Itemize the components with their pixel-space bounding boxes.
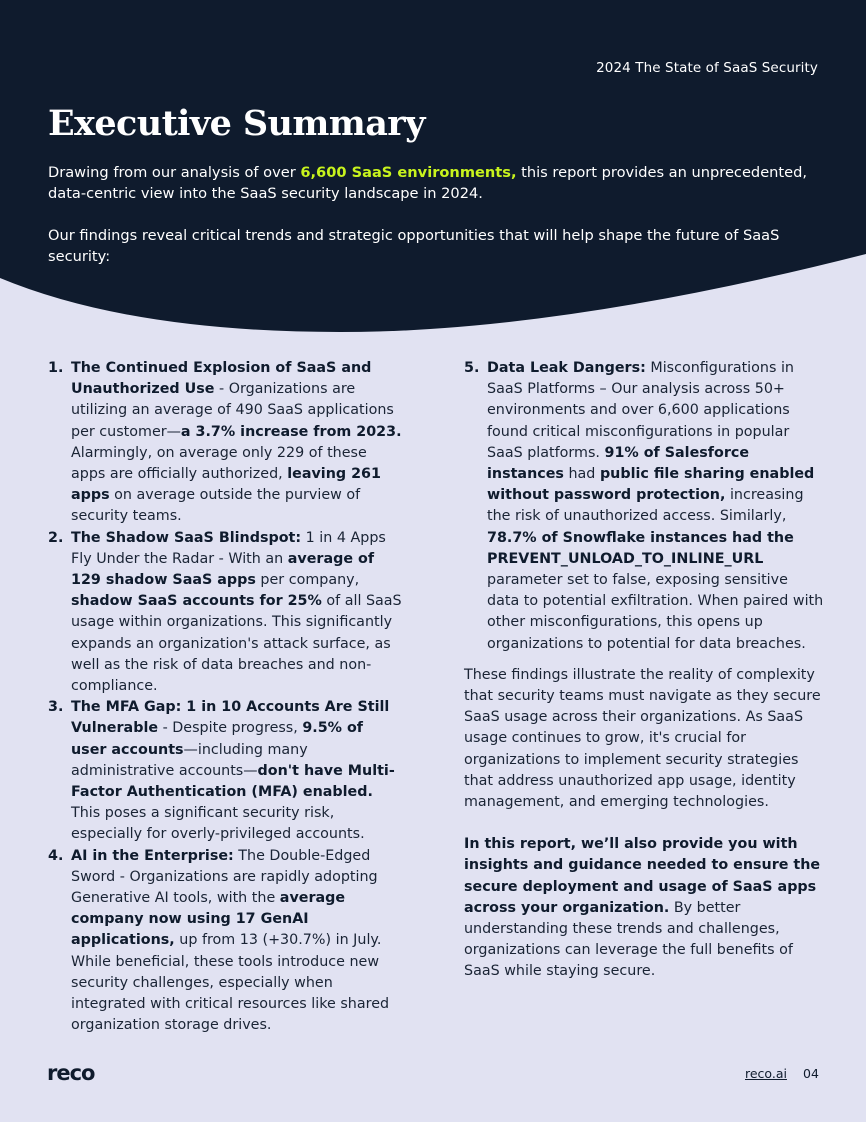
reco-logo[interactable] bbox=[47, 1058, 105, 1088]
finding-number: 4. bbox=[48, 847, 64, 864]
page-title: Executive Summary bbox=[48, 103, 425, 144]
highlight-environments: 6,600 SaaS environments, bbox=[300, 164, 517, 181]
finding-number: 3. bbox=[48, 699, 64, 716]
report-title: 2024 The State of SaaS Security bbox=[596, 60, 818, 76]
findings-list bbox=[48, 358, 403, 1037]
finding-item bbox=[48, 697, 403, 845]
finding-item bbox=[48, 528, 403, 698]
finding-number: 2. bbox=[48, 529, 64, 546]
finding-item bbox=[464, 358, 824, 655]
finding-number: 5. bbox=[464, 360, 480, 376]
finding-item bbox=[48, 846, 403, 1037]
intro-paragraph-1: Drawing from our analysis of over 6,600 SaaS environments, this report provides an unprecedented, data-centric view into the SaaS security landscape in 2024. bbox=[48, 164, 808, 202]
intro bbox=[48, 162, 828, 288]
finding-text: The MFA Gap: 1 in 10 Accounts Are Still Vulnerable - Despite progress, 9.5% of user accounts—including many administrative accounts—don't have Multi-Factor Authentication (MFA) enabled. This poses a significant security risk, especially for overly-privileged accounts. bbox=[71, 699, 395, 843]
intro-paragraph-2: Our findings reveal critical trends and strategic opportunities that will help shape the future of SaaS security: bbox=[48, 227, 780, 265]
guidance-paragraph: In this report, we’ll also provide you with insights and guidance needed to ensure the secure deployment and usage of SaaS apps across your organization. By better understanding these trends and challenges, organizations can leverage the full benefits of SaaS while staying secure. bbox=[464, 836, 821, 980]
right-column bbox=[464, 358, 824, 983]
page-number: 04 bbox=[803, 1066, 819, 1081]
footer-link[interactable]: reco.ai bbox=[745, 1066, 787, 1081]
finding-text: The Shadow SaaS Blindspot: 1 in 4 Apps Fly Under the Radar - With an average of 129 shadow SaaS apps per company, shadow SaaS accounts for 25% of all SaaS usage within organizations. This significantly expands an organization's attack surface, as well as the risk of data breaches and non-compliance. bbox=[71, 529, 402, 695]
finding-item bbox=[48, 358, 403, 528]
findings-list-continued bbox=[464, 358, 824, 655]
finding-number: 1. bbox=[48, 360, 64, 376]
finding-text: AI in the Enterprise: The Double-Edged Sword - Organizations are rapidly adopting Generative AI tools, with the average company now using 17 GenAI applications, up from 13 (+30.7%) in July. While beneficial, these tools introduce new security challenges, especially when integrated with critical resources like shared organization storage drives. bbox=[71, 847, 390, 1034]
logo-text: reco bbox=[47, 1061, 95, 1085]
left-column bbox=[48, 358, 403, 1037]
findings-paragraph: These findings illustrate the reality of complexity that security teams must navigate as they secure SaaS usage across their organizations. As SaaS usage continues to grow, it's crucial for organizations to implement security strategies that address unauthorized app usage, identity management, and emerging technologies. bbox=[464, 666, 821, 811]
finding-text: The Continued Explosion of SaaS and Unauthorized Use - Organizations are utilizing an average of 490 SaaS applications per customer—a 3.7% increase from 2023. Alarmingly, on average only 229 of these apps are officially authorized, leaving 261 apps on average outside the purview of security teams. bbox=[71, 360, 402, 525]
finding-text: Data Leak Dangers: Misconfigurations in SaaS Platforms – Our analysis across 50+ environments and over 6,600 applications found critical misconfigurations in popular SaaS platforms. 91% of Salesforce instances had public file sharing enabled without password protection, increasing the risk of unauthorized access. Similarly, 78.7% of Snowflake instances had the PREVENT_UNLOAD_TO_INLINE_URL parameter set to false, exposing sensitive data to potential exfiltration. When paired with other misconfigurations, this opens up organizations to potential for data breaches. bbox=[487, 360, 824, 652]
